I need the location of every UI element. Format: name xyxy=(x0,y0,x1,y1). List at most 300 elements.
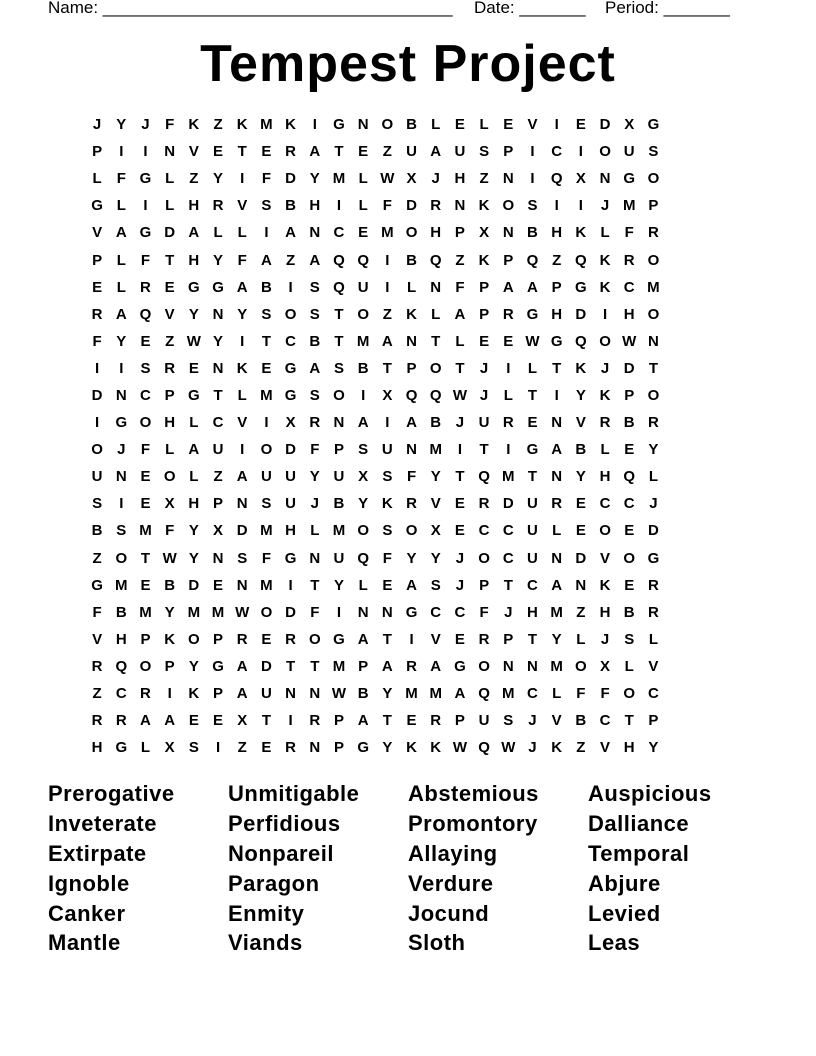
grid-letter: Z xyxy=(382,143,392,161)
grid-letter: B xyxy=(406,251,417,269)
word-bank-item: Nonpareil xyxy=(228,840,334,866)
grid-row xyxy=(85,626,734,653)
grid-letter: N xyxy=(527,657,538,675)
grid-letter: T xyxy=(503,576,513,594)
grid-letter: J xyxy=(310,495,319,513)
grid-letter: U xyxy=(212,441,224,459)
grid-row xyxy=(85,653,734,680)
grid-letter: O xyxy=(647,386,660,404)
grid-letter: I xyxy=(506,359,511,377)
grid-letter: S xyxy=(261,305,272,323)
grid-letter: L xyxy=(552,522,562,540)
grid-letter: A xyxy=(357,630,369,648)
grid-letter: D xyxy=(285,170,297,188)
grid-letter: T xyxy=(455,468,465,486)
grid-letter: O xyxy=(502,197,515,215)
grid-letter: Z xyxy=(576,739,586,757)
grid-letter: Y xyxy=(188,305,199,323)
grid-letter: I xyxy=(506,441,511,459)
grid-letter: E xyxy=(358,224,369,242)
grid-letter: I xyxy=(530,143,535,161)
grid-letter: K xyxy=(599,251,611,269)
grid-letter: S xyxy=(261,495,272,513)
grid-letter: B xyxy=(91,522,103,540)
grid-letter: O xyxy=(260,603,273,621)
grid-letter: C xyxy=(647,685,659,703)
grid-letter: T xyxy=(648,359,658,377)
grid-letter: M xyxy=(211,603,225,621)
grid-letter: K xyxy=(406,739,417,757)
grid-letter: L xyxy=(140,739,151,757)
grid-letter: N xyxy=(551,414,563,432)
grid-letter: Y xyxy=(309,468,320,486)
grid-letter: Q xyxy=(575,332,587,350)
grid-letter: P xyxy=(213,685,224,703)
grid-letter: R xyxy=(91,712,103,730)
grid-letter: T xyxy=(431,332,441,350)
grid-letter: F xyxy=(140,251,151,269)
grid-letter: A xyxy=(188,441,200,459)
grid-letter: N xyxy=(236,495,248,513)
grid-letter: F xyxy=(624,224,634,242)
header-fields xyxy=(48,0,748,19)
grid-letter: N xyxy=(502,170,514,188)
grid-letter: N xyxy=(309,224,321,242)
grid-letter: K xyxy=(478,197,490,215)
grid-letter: E xyxy=(92,278,103,296)
grid-letter: R xyxy=(502,305,514,323)
grid-letter: B xyxy=(115,603,127,621)
grid-letter: P xyxy=(503,251,514,269)
grid-letter: B xyxy=(309,332,321,350)
grid-letter: D xyxy=(575,305,587,323)
grid-letter: O xyxy=(308,630,321,648)
grid-letter: L xyxy=(527,359,538,377)
word-bank-item: Extirpate xyxy=(48,840,147,866)
grid-letter: S xyxy=(624,630,635,648)
grid-letter: T xyxy=(165,251,175,269)
grid-letter: I xyxy=(554,197,559,215)
word-bank-row xyxy=(48,898,768,928)
grid-letter: R xyxy=(91,305,103,323)
grid-letter: F xyxy=(406,468,417,486)
grid-letter: S xyxy=(503,712,514,730)
grid-letter: H xyxy=(188,251,200,269)
grid-letter: L xyxy=(165,441,175,459)
grid-letter: M xyxy=(502,468,515,486)
grid-letter: X xyxy=(430,522,441,540)
word-bank-row xyxy=(48,779,768,809)
word-search-grid xyxy=(85,111,734,761)
grid-row xyxy=(85,680,734,707)
grid-letter: J xyxy=(600,630,610,648)
grid-letter: N xyxy=(115,386,127,404)
grid-row xyxy=(85,734,734,761)
grid-letter: R xyxy=(285,630,297,648)
grid-letter: J xyxy=(431,170,440,188)
grid-letter: D xyxy=(599,116,611,134)
grid-letter: P xyxy=(92,251,103,269)
grid-row xyxy=(85,355,734,382)
grid-letter: D xyxy=(236,522,248,540)
grid-letter: G xyxy=(526,441,539,459)
grid-letter: F xyxy=(237,251,247,269)
grid-letter: A xyxy=(551,576,563,594)
grid-letter: R xyxy=(140,278,151,296)
grid-letter: T xyxy=(261,712,271,730)
grid-letter: S xyxy=(261,197,272,215)
grid-letter: M xyxy=(115,576,128,594)
grid-letter: K xyxy=(188,116,200,134)
grid-letter: O xyxy=(163,468,176,486)
grid-letter: V xyxy=(600,549,611,567)
grid-letter: G xyxy=(212,657,224,675)
grid-letter: U xyxy=(527,495,538,513)
grid-letter: X xyxy=(479,224,490,242)
grid-letter: I xyxy=(95,359,100,377)
grid-letter: D xyxy=(188,576,200,594)
grid-letter: E xyxy=(140,576,151,594)
grid-letter: T xyxy=(527,386,538,404)
grid-letter: C xyxy=(599,712,611,730)
grid-letter: Q xyxy=(139,305,152,323)
grid-letter: A xyxy=(285,224,297,242)
grid-letter: Z xyxy=(165,332,175,350)
grid-letter: V xyxy=(430,630,441,648)
grid-letter: D xyxy=(647,522,659,540)
grid-letter: N xyxy=(575,576,587,594)
grid-letter: G xyxy=(526,305,539,323)
grid-letter: Y xyxy=(116,116,127,134)
grid-letter: B xyxy=(575,712,587,730)
grid-letter: Q xyxy=(478,685,490,703)
grid-letter: W xyxy=(235,603,250,621)
grid-letter: T xyxy=(140,549,151,567)
grid-letter: F xyxy=(455,278,465,296)
grid-letter: K xyxy=(164,630,176,648)
grid-letter: M xyxy=(139,603,152,621)
grid-letter: N xyxy=(357,603,369,621)
grid-letter: E xyxy=(624,441,635,459)
grid-letter: K xyxy=(188,685,200,703)
grid-letter: O xyxy=(623,685,636,703)
grid-letter: U xyxy=(623,143,635,161)
grid-letter: I xyxy=(240,170,245,188)
grid-letter: D xyxy=(164,224,176,242)
grid-letter: N xyxy=(285,685,297,703)
grid-letter: O xyxy=(429,359,442,377)
grid-letter: U xyxy=(406,143,417,161)
grid-letter: L xyxy=(165,197,175,215)
grid-letter: L xyxy=(552,685,562,703)
grid-letter: G xyxy=(405,603,418,621)
grid-letter: B xyxy=(357,685,369,703)
grid-letter: L xyxy=(431,305,441,323)
grid-letter: D xyxy=(285,603,297,621)
word-bank-row xyxy=(48,839,768,869)
grid-letter: N xyxy=(212,549,224,567)
grid-letter: U xyxy=(478,712,490,730)
grid-letter: Y xyxy=(309,170,320,188)
grid-letter: A xyxy=(381,657,393,675)
word-bank-item: Paragon xyxy=(228,870,320,896)
grid-letter: S xyxy=(382,468,393,486)
grid-letter: H xyxy=(285,522,297,540)
grid-letter: V xyxy=(527,116,538,134)
grid-letter: X xyxy=(358,468,369,486)
grid-letter: S xyxy=(382,522,393,540)
grid-letter: Q xyxy=(405,386,418,404)
grid-letter: A xyxy=(430,657,442,675)
grid-letter: V xyxy=(430,495,441,513)
grid-letter: M xyxy=(260,522,273,540)
grid-letter: G xyxy=(188,278,200,296)
grid-letter: R xyxy=(309,712,321,730)
grid-letter: G xyxy=(333,630,345,648)
grid-letter: S xyxy=(358,441,369,459)
grid-letter: J xyxy=(600,197,610,215)
grid-letter: Z xyxy=(92,549,102,567)
grid-letter: J xyxy=(455,549,465,567)
grid-letter: G xyxy=(454,657,466,675)
grid-letter: O xyxy=(647,170,660,188)
grid-letter: M xyxy=(260,576,273,594)
grid-letter: P xyxy=(503,143,514,161)
grid-letter: A xyxy=(454,305,466,323)
grid-letter: Q xyxy=(550,170,563,188)
grid-letter: L xyxy=(116,251,126,269)
word-bank-item: Perfidious xyxy=(228,811,341,837)
grid-letter: G xyxy=(284,549,297,567)
grid-letter: I xyxy=(385,251,390,269)
grid-letter: D xyxy=(406,197,417,215)
grid-letter: C xyxy=(454,603,466,621)
grid-letter: H xyxy=(551,224,563,242)
grid-letter: L xyxy=(358,197,368,215)
grid-letter: T xyxy=(382,712,392,730)
grid-letter: R xyxy=(140,685,151,703)
grid-letter: J xyxy=(455,414,465,432)
word-bank-item: Verdure xyxy=(408,870,494,896)
grid-letter: V xyxy=(648,657,659,675)
grid-letter: A xyxy=(406,576,417,594)
grid-letter: H xyxy=(188,495,200,513)
grid-row xyxy=(85,274,734,301)
grid-letter: A xyxy=(357,712,369,730)
grid-letter: A xyxy=(357,414,369,432)
grid-letter: I xyxy=(457,441,462,459)
grid-letter: Q xyxy=(115,657,128,675)
grid-letter: A xyxy=(236,278,248,296)
grid-letter: U xyxy=(285,495,297,513)
grid-letter: L xyxy=(165,170,175,188)
grid-letter: Q xyxy=(429,251,442,269)
grid-letter: R xyxy=(478,630,490,648)
grid-letter: B xyxy=(623,603,635,621)
grid-letter: Q xyxy=(357,549,369,567)
grid-row xyxy=(85,490,734,517)
grid-letter: K xyxy=(575,359,587,377)
grid-letter: P xyxy=(140,630,151,648)
grid-letter: X xyxy=(624,116,635,134)
grid-letter: B xyxy=(527,224,538,242)
grid-letter: G xyxy=(357,739,369,757)
word-bank-item: Levied xyxy=(588,900,661,926)
grid-letter: Q xyxy=(478,468,490,486)
grid-letter: O xyxy=(647,305,660,323)
grid-letter: I xyxy=(578,143,583,161)
grid-letter: U xyxy=(527,549,538,567)
grid-letter: Y xyxy=(382,685,393,703)
grid-row xyxy=(85,301,734,328)
grid-letter: T xyxy=(334,305,344,323)
grid-letter: M xyxy=(332,170,346,188)
grid-letter: O xyxy=(405,224,418,242)
grid-letter: O xyxy=(115,549,128,567)
grid-letter: T xyxy=(527,630,538,648)
grid-letter: R xyxy=(430,197,442,215)
grid-letter: T xyxy=(310,576,320,594)
word-bank-item: Temporal xyxy=(588,840,690,866)
grid-letter: M xyxy=(429,441,442,459)
grid-letter: E xyxy=(140,332,151,350)
grid-row xyxy=(85,328,734,355)
grid-letter: P xyxy=(333,712,344,730)
grid-letter: A xyxy=(164,712,176,730)
grid-letter: E xyxy=(503,332,514,350)
period-field-label: Period: _______ xyxy=(605,0,730,17)
grid-letter: S xyxy=(92,495,103,513)
grid-letter: Q xyxy=(623,468,636,486)
grid-letter: F xyxy=(140,441,151,459)
grid-letter: L xyxy=(479,116,489,134)
word-bank-item: Dalliance xyxy=(588,811,690,837)
grid-letter: K xyxy=(478,251,490,269)
grid-letter: H xyxy=(623,305,635,323)
grid-letter: T xyxy=(286,657,296,675)
grid-letter: V xyxy=(237,414,248,432)
grid-letter: I xyxy=(167,685,172,703)
grid-row xyxy=(85,192,734,219)
grid-letter: I xyxy=(336,197,342,215)
grid-letter: W xyxy=(452,386,467,404)
grid-letter: M xyxy=(550,603,563,621)
grid-letter: H xyxy=(164,414,176,432)
grid-row xyxy=(85,219,734,246)
grid-letter: I xyxy=(554,116,559,134)
grid-letter: U xyxy=(478,414,490,432)
grid-letter: K xyxy=(551,739,563,757)
grid-letter: M xyxy=(429,685,442,703)
grid-letter: I xyxy=(336,603,342,621)
grid-letter: P xyxy=(164,386,175,404)
grid-letter: T xyxy=(382,359,392,377)
grid-letter: G xyxy=(284,359,297,377)
grid-letter: Y xyxy=(648,441,659,459)
grid-letter: K xyxy=(575,224,587,242)
grid-letter: F xyxy=(261,170,271,188)
grid-letter: Y xyxy=(382,739,393,757)
grid-letter: V xyxy=(551,712,562,730)
grid-letter: C xyxy=(140,386,151,404)
grid-letter: F xyxy=(310,603,320,621)
page-title: Tempest Project xyxy=(200,35,616,93)
grid-letter: A xyxy=(236,657,248,675)
grid-letter: O xyxy=(188,630,200,648)
grid-letter: P xyxy=(213,495,224,513)
grid-letter: D xyxy=(502,495,514,513)
grid-letter: O xyxy=(478,549,490,567)
grid-letter: H xyxy=(115,630,127,648)
grid-row xyxy=(85,572,734,599)
grid-letter: E xyxy=(624,522,635,540)
grid-letter: A xyxy=(140,712,151,730)
grid-letter: A xyxy=(236,685,248,703)
grid-letter: Z xyxy=(455,251,465,269)
grid-letter: D xyxy=(285,441,297,459)
grid-letter: T xyxy=(334,332,344,350)
grid-letter: L xyxy=(358,576,368,594)
grid-letter: M xyxy=(405,685,418,703)
grid-letter: J xyxy=(479,359,489,377)
grid-letter: F xyxy=(479,603,489,621)
grid-letter: F xyxy=(92,332,102,350)
name-field-label: Name: _____________________________________ xyxy=(48,0,453,17)
word-bank-item: Auspicious xyxy=(588,781,712,807)
grid-letter: P xyxy=(648,197,659,215)
grid-letter: G xyxy=(188,386,200,404)
word-bank-item: Leas xyxy=(588,930,641,956)
grid-letter: V xyxy=(92,224,103,242)
grid-letter: P xyxy=(454,712,465,730)
grid-letter: I xyxy=(312,116,317,134)
grid-letter: I xyxy=(385,278,390,296)
grid-letter: J xyxy=(92,116,102,134)
grid-letter: B xyxy=(164,576,176,594)
grid-letter: R xyxy=(285,739,297,757)
grid-letter: S xyxy=(527,197,538,215)
grid-letter: J xyxy=(528,739,537,757)
grid-letter: L xyxy=(213,224,223,242)
grid-letter: C xyxy=(527,685,538,703)
grid-letter: Y xyxy=(358,495,369,513)
grid-letter: N xyxy=(309,739,321,757)
grid-letter: L xyxy=(576,630,586,648)
grid-letter: E xyxy=(382,576,393,594)
grid-letter: E xyxy=(454,495,465,513)
grid-letter: W xyxy=(622,332,637,350)
grid-letter: H xyxy=(551,305,563,323)
grid-letter: I xyxy=(119,495,124,513)
grid-letter: E xyxy=(188,712,199,730)
grid-letter: Q xyxy=(526,251,539,269)
grid-letter: E xyxy=(406,712,417,730)
word-bank-item: Jocund xyxy=(408,900,490,926)
grid-letter: T xyxy=(527,468,538,486)
grid-letter: G xyxy=(333,116,345,134)
grid-letter: H xyxy=(91,739,103,757)
grid-letter: U xyxy=(333,468,345,486)
grid-letter: C xyxy=(527,576,538,594)
grid-letter: N xyxy=(551,468,563,486)
grid-letter: E xyxy=(575,522,586,540)
grid-letter: N xyxy=(502,657,514,675)
grid-letter: L xyxy=(624,657,634,675)
grid-letter: Q xyxy=(333,278,345,296)
grid-letter: P xyxy=(92,143,103,161)
grid-letter: E xyxy=(140,495,151,513)
grid-letter: S xyxy=(309,278,320,296)
